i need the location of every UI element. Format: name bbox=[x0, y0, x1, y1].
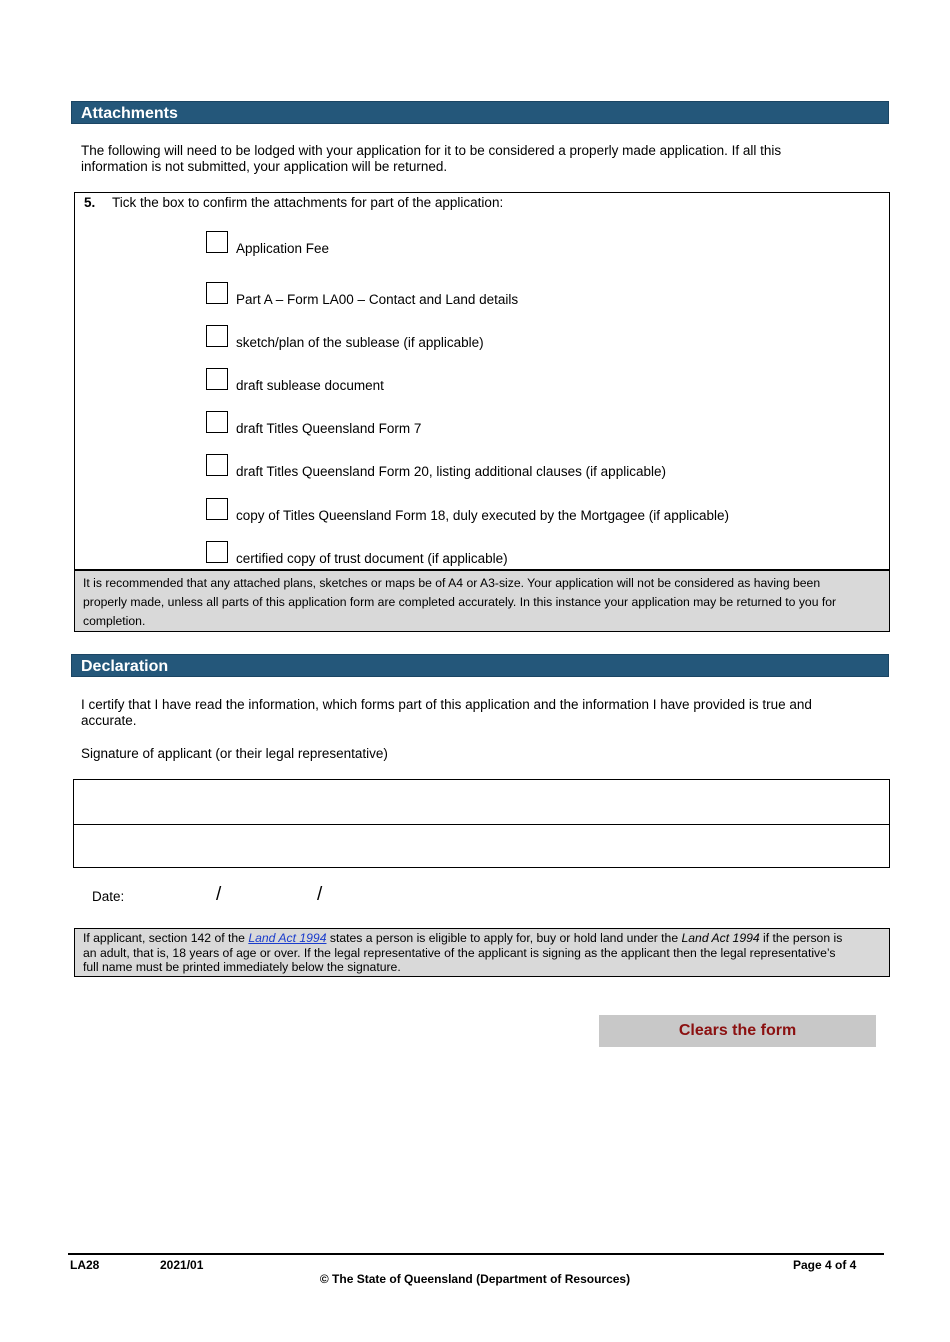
declaration-title: Declaration bbox=[81, 658, 169, 675]
land-act-link[interactable]: Land Act 1994 bbox=[248, 931, 327, 945]
date-day-input[interactable] bbox=[140, 884, 214, 906]
part-a-form-checkbox[interactable] bbox=[206, 282, 228, 304]
clear-form-button[interactable]: Clears the form bbox=[599, 1015, 876, 1047]
footer-divider bbox=[68, 1253, 884, 1255]
draft-sublease-checkbox[interactable] bbox=[206, 368, 228, 390]
question-number: 5. bbox=[84, 195, 96, 210]
declaration-certify-text: I certify that I have read the information, which forms part of this application and the information I have provided is true and accurate. bbox=[81, 697, 812, 728]
eligibility-note: If applicant, section 142 of the Land Act 1994 states a person is eligible to apply for, buy or hold land under the Land Act 1994 if the person is an adult, that is, 18 years of age or over. If the legal representative of the applicant is signing as the applicant then the legal representative’s full name must be printed immediately below the signature. bbox=[74, 928, 890, 977]
date-year-input[interactable] bbox=[330, 884, 420, 906]
application-fee-checkbox[interactable] bbox=[206, 231, 228, 253]
question-text: Tick the box to confirm the attachments for part of the application: bbox=[112, 195, 504, 210]
attachments-header bbox=[71, 101, 889, 124]
declaration-header bbox=[71, 654, 889, 677]
signature-field[interactable] bbox=[73, 779, 890, 868]
footer-page-number: Page 4 of 4 bbox=[793, 1258, 857, 1272]
date-label: Date: bbox=[92, 889, 125, 904]
form-20-checkbox[interactable] bbox=[206, 454, 228, 476]
attachments-intro: The following will need to be lodged with your application for it to be considered a properly made application. If all this information is not submitted, your application will be returned. bbox=[81, 143, 782, 174]
attachments-title: Attachments bbox=[81, 105, 178, 122]
footer-form-code: LA28 bbox=[70, 1258, 100, 1272]
sketch-plan-checkbox[interactable] bbox=[206, 325, 228, 347]
checkbox-label: draft sublease document bbox=[236, 378, 384, 393]
signature-label: Signature of applicant (or their legal representative) bbox=[81, 746, 388, 761]
trust-document-checkbox[interactable] bbox=[206, 541, 228, 563]
date-separator: / bbox=[317, 884, 323, 905]
footer-copyright: © The State of Queensland (Department of Resources) bbox=[319, 1272, 631, 1286]
attachments-note: It is recommended that any attached plans, sketches or maps be of A4 or A3-size. Your application will not be considered as having been properly made, unless all parts of this application form are completed accurately. In this instance your application may be returned to you for completion. bbox=[74, 570, 890, 632]
signature-divider bbox=[74, 824, 889, 825]
checkbox-label: certified copy of trust document (if applicable) bbox=[236, 551, 508, 566]
checkbox-label: draft Titles Queensland Form 20, listing additional clauses (if applicable) bbox=[236, 464, 666, 479]
checkbox-label: draft Titles Queensland Form 7 bbox=[236, 421, 422, 436]
date-separator: / bbox=[216, 884, 222, 905]
form-18-checkbox[interactable] bbox=[206, 498, 228, 520]
checkbox-label: sketch/plan of the sublease (if applicable) bbox=[236, 335, 484, 350]
form-7-checkbox[interactable] bbox=[206, 411, 228, 433]
footer-version: 2021/01 bbox=[160, 1258, 204, 1272]
checkbox-label: Part A – Form LA00 – Contact and Land details bbox=[236, 292, 519, 307]
date-month-input[interactable] bbox=[228, 884, 314, 906]
checkbox-label: copy of Titles Queensland Form 18, duly executed by the Mortgagee (if applicable) bbox=[236, 508, 730, 523]
checkbox-label: Application Fee bbox=[236, 241, 330, 256]
